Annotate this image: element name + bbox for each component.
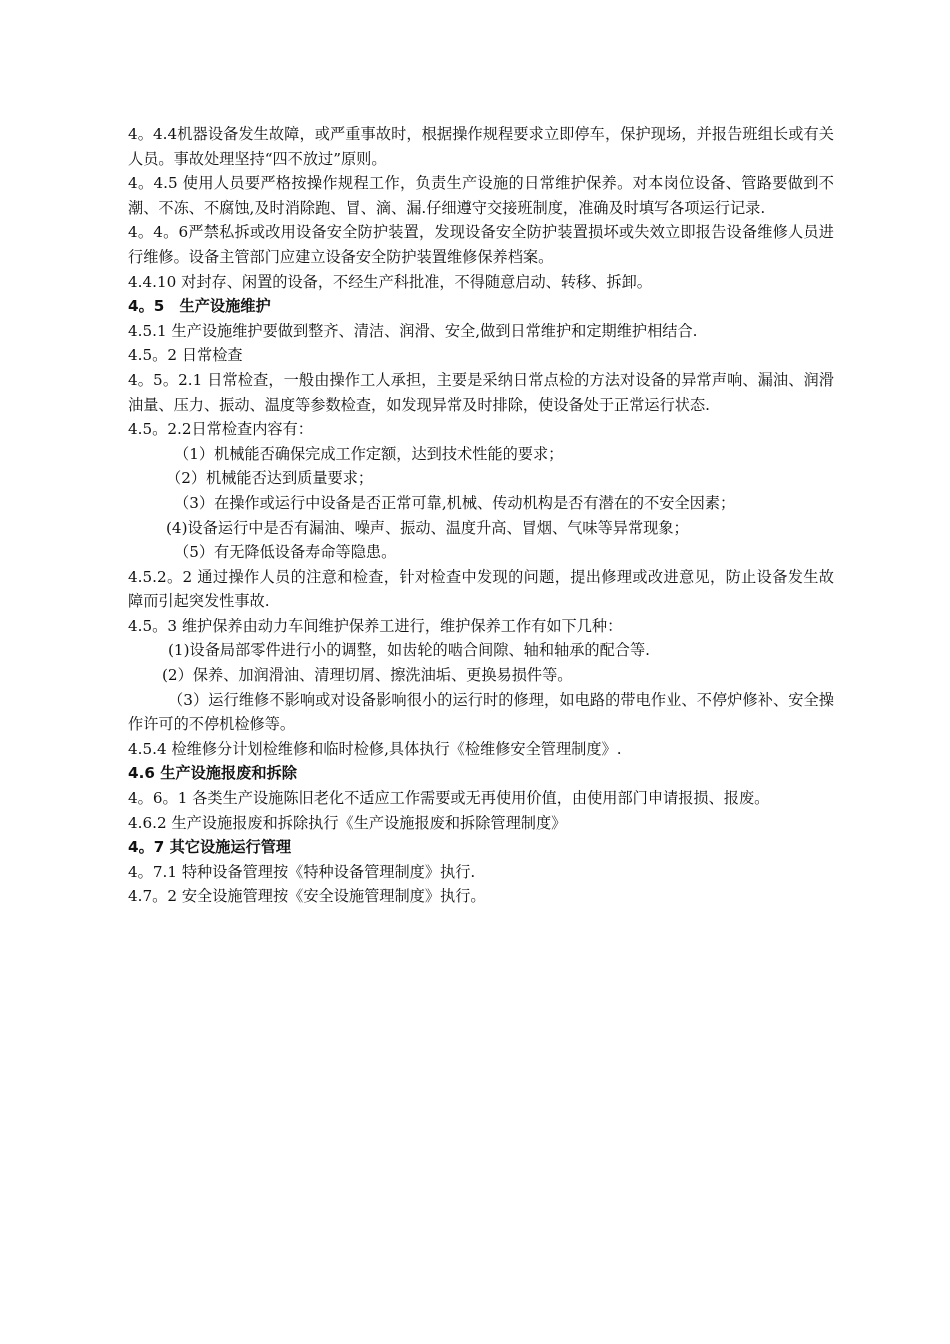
paragraph-4-4-6: 4。4。6严禁私拆或改用设备安全防护装置，发现设备安全防护装置损坏或失效立即报告设备维修人员进行维修。设备主管部门应建立设备安全防护装置维修保养档案。 xyxy=(128,223,834,266)
paragraph-4-7-2: 4.7。2 安全设施管理按《安全设施管理制度》执行。 xyxy=(128,887,486,906)
maintenance-item-3: （3）运行维修不影响或对设备影响很小的运行时的修理，如电路的带电作业、不停炉修补、安全操作许可的不停机检修等。 xyxy=(128,690,834,734)
paragraph-4-4-5: 4。4.5 使用人员要严格按操作规程工作，负责生产设施的日常维护保养。对本岗位设备、管路要做到不潮、不冻、不腐蚀,及时消除跑、冒、滴、漏.仔细遵守交接班制度，准确及时填写各项运行记录. xyxy=(128,174,834,217)
paragraph-4-5-1: 4.5.1 生产设施维护要做到整齐、清洁、润滑、安全,做到日常维护和定期维护相结合. xyxy=(128,321,698,340)
paragraph-4-4-4: 4。4.4机器设备发生故障，或严重事故时，根据操作规程要求立即停车，保护现场，并报告班组长或有关人员。事故处理坚持“四不放过”原则。 xyxy=(128,125,834,168)
paragraph-4-5-3: 4.5。3 维护保养由动力车间维护保养工进行，维护保养工作有如下几种： xyxy=(128,616,623,635)
document-body xyxy=(128,122,834,909)
heading-4-5: 4。5 生产设施维护 xyxy=(128,297,271,316)
paragraph-4-5-2-2b: 4.5.2。2 通过操作人员的注意和检查，针对检查中发现的问题，提出修理或改进意见，防止设备发生故障而引起突发性事故. xyxy=(128,567,834,611)
list-item-4: (4)设备运行中是否有漏油、噪声、振动、温度升高、冒烟、气味等异常现象； xyxy=(166,518,689,537)
list-item-3: （3）在操作或运行中设备是否正常可靠,机械、传动机构是否有潜在的不安全因素； xyxy=(174,493,736,512)
heading-4-7: 4。7 其它设施运行管理 xyxy=(128,838,292,857)
paragraph-4-6-2: 4.6.2 生产设施报废和拆除执行《生产设施报废和拆除管理制度》 xyxy=(128,813,567,832)
paragraph-4-4-10: 4.4.10 对封存、闲置的设备，不经生产科批准，不得随意启动、转移、拆卸。 xyxy=(128,272,652,291)
paragraph-4-5-2: 4.5。2 日常检查 xyxy=(128,346,243,365)
paragraph-4-5-2-2: 4.5。2.2日常检查内容有： xyxy=(128,420,313,439)
list-item-2: （2）机械能否达到质量要求； xyxy=(166,469,374,488)
maintenance-item-1: (1)设备局部零件进行小的调整，如齿轮的啮合间隙、轴和轴承的配合等. xyxy=(168,641,650,660)
list-item-1: （1）机械能否确保完成工作定额，达到技术性能的要求； xyxy=(174,444,564,463)
heading-4-6: 4.6 生产设施报废和拆除 xyxy=(128,764,297,783)
paragraph-4-7-1: 4。7.1 特种设备管理按《特种设备管理制度》执行. xyxy=(128,862,476,881)
paragraph-4-5-4: 4.5.4 检维修分计划检维修和临时检修,具体执行《检维修安全管理制度》. xyxy=(128,739,622,758)
paragraph-4-6-1: 4。6。1 各类生产设施陈旧老化不适应工作需要或无再使用价值，由使用部门申请报损、报废。 xyxy=(128,789,770,808)
paragraph-4-5-2-1: 4。5。2.1 日常检查，一般由操作工人承担，主要是采纳日常点检的方法对设备的异常声响、漏油、润滑油量、压力、振动、温度等参数检查，如发现异常及时排除，使设备处于正常运行状态. xyxy=(128,370,834,414)
maintenance-item-2: (2）保养、加润滑油、清理切屑、擦洗油垢、更换易损件等。 xyxy=(162,666,573,685)
list-item-5: （5）有无降低设备寿命等隐患。 xyxy=(174,543,397,562)
